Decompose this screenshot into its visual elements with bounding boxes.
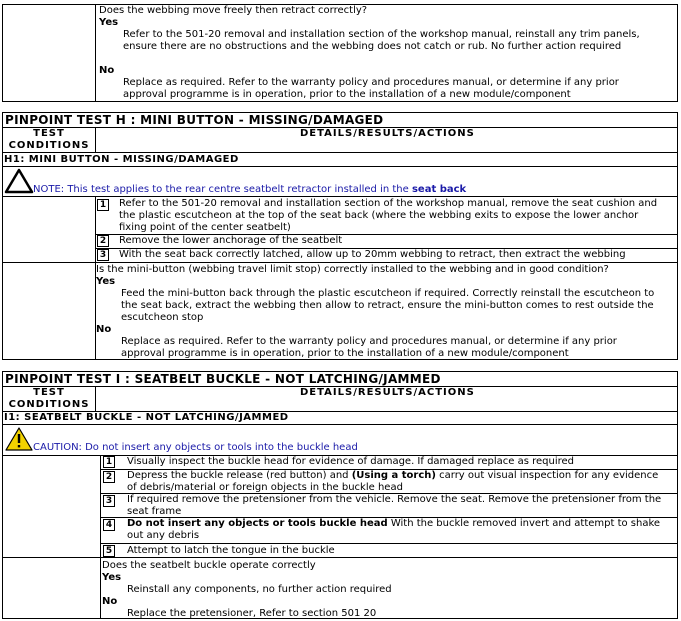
test-i-yes-text: Reinstall any components, no further action required xyxy=(127,584,392,595)
top-question: Does the webbing move freely then retract correctly? xyxy=(99,5,368,16)
test-i-step-3: If required remove the pretensioner from the vehicle. Remove the seat. Remove the pretensioner from the seat frame xyxy=(127,494,662,517)
test-h-no-label: No xyxy=(96,324,112,335)
test-i-question: Does the seatbelt buckle operate correctly xyxy=(102,560,316,571)
caution-warning-icon xyxy=(4,426,34,452)
top-yes-text: Refer to the 501-20 removal and installation section of the workshop manual, reinstall any trim panels, ensure there are no obstructions and the webbing does not catch or rub. No further action required xyxy=(123,29,640,52)
test-h-section: H1: MINI BUTTON - MISSING/DAMAGED xyxy=(4,154,239,165)
step-number-badge: 1 xyxy=(97,199,109,211)
test-i-caution: CAUTION: Do not insert any objects or tools into the buckle head xyxy=(33,442,358,453)
test-i-step-4: Do not insert any objects or tools buckle head With the buckle removed invert and attempt to shake out any debris xyxy=(127,518,661,541)
step-number-badge: 2 xyxy=(103,471,115,483)
test-i-step-1: Visually inspect the buckle head for evidence of damage. If damaged replace as required xyxy=(127,456,574,467)
step-number-badge: 4 xyxy=(103,519,115,531)
test-i-step-2: Depress the buckle release (red button) and (Using a torch) carry out visual inspection for any evidence of debris/material or foreign objects in the buckle head xyxy=(127,470,659,493)
top-no-label: No xyxy=(99,65,115,76)
note-triangle-icon xyxy=(4,168,34,194)
test-h-no-text: Replace as required. Refer to the warranty policy and procedures manual, or determine if any prior approval programme is in operation, prior to the installation of a new module/component xyxy=(121,336,617,359)
test-i-col-details: DETAILS/RESULTS/ACTIONS xyxy=(300,387,475,398)
test-h-col-conditions: TEST CONDITIONS xyxy=(8,128,90,151)
top-yes-label: Yes xyxy=(99,17,119,28)
test-h-question: Is the mini-button (webbing travel limit stop) correctly installed to the webbing and in good condition? xyxy=(96,264,609,275)
test-h-step-3: With the seat back correctly latched, allow up to 20mm webbing to retract, then extract the webbing xyxy=(119,249,626,260)
test-i-section: I1: SEATBELT BUCKLE - NOT LATCHING/JAMMED xyxy=(4,412,289,423)
test-h-title: PINPOINT TEST H : MINI BUTTON - MISSING/DAMAGED xyxy=(5,113,384,127)
test-i-yes-label: Yes xyxy=(102,572,122,583)
test-h-col-details: DETAILS/RESULTS/ACTIONS xyxy=(300,128,475,139)
test-h-step-2: Remove the lower anchorage of the seatbelt xyxy=(119,235,343,246)
step-number-badge: 2 xyxy=(97,235,109,247)
test-i-col-conditions: TEST CONDITIONS xyxy=(8,387,90,410)
step-number-badge: 5 xyxy=(103,545,115,557)
step-number-badge: 3 xyxy=(103,495,115,507)
test-h-note: NOTE: This test applies to the rear centre seatbelt retractor installed in the seat back xyxy=(33,184,467,195)
test-i-step-5: Attempt to latch the tongue in the buckle xyxy=(127,545,335,556)
test-i-no-label: No xyxy=(102,596,118,607)
top-no-text: Replace as required. Refer to the warranty policy and procedures manual, or determine if any prior approval programme is in operation, prior to the installation of a new module/component xyxy=(123,77,619,100)
test-h-step-1: Refer to the 501-20 removal and installation section of the workshop manual, remove the seat cushion and the plastic escutcheon at the top of the seat back (where the webbing exits to expose the lower anchor fixing point of the center seatbelt) xyxy=(119,198,658,233)
test-i-no-text: Replace the pretensioner, Refer to section 501 20 xyxy=(127,608,377,619)
step-number-badge: 1 xyxy=(103,456,115,468)
step-number-badge: 3 xyxy=(97,249,109,261)
test-i-title: PINPOINT TEST I : SEATBELT BUCKLE - NOT LATCHING/JAMMED xyxy=(5,372,441,386)
test-h-yes-text: Feed the mini-button back through the plastic escutcheon if required. Correctly reinstall the escutcheon to the seat back, extract the webbing then allow to retract, ensure the mini-button comes to rest outside the escutcheon stop xyxy=(121,288,655,323)
test-h-yes-label: Yes xyxy=(96,276,116,287)
